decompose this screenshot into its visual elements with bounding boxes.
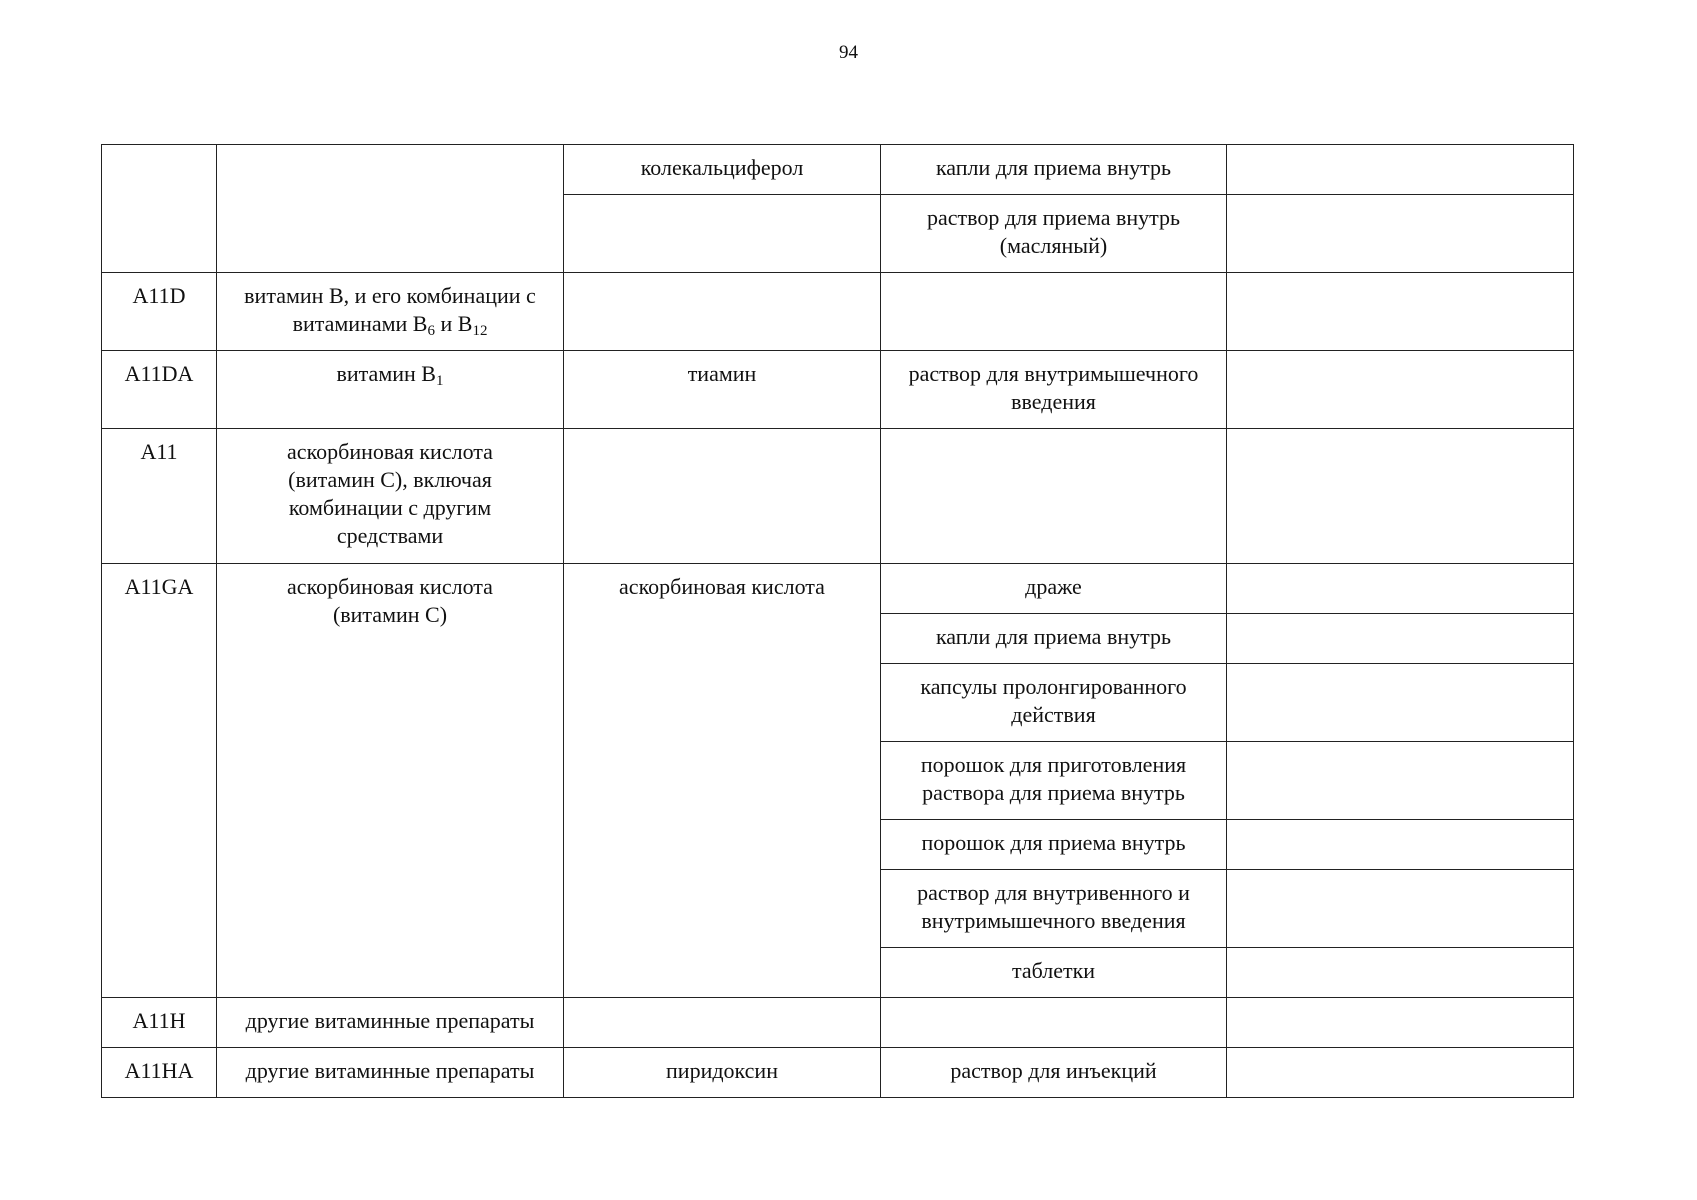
table-row xyxy=(102,273,1574,351)
dosage-form-cell: драже xyxy=(881,564,1227,614)
group-subscript: 6 xyxy=(427,323,435,339)
dosage-form-cell: порошок для приготовления раствора для приема внутрь xyxy=(881,742,1227,820)
notes-cell xyxy=(1227,351,1574,429)
notes-cell xyxy=(1227,948,1574,998)
notes-cell xyxy=(1227,614,1574,664)
atc-code-cell: A11H xyxy=(102,998,217,1048)
group-cell xyxy=(217,351,564,429)
dosage-form-cell: капсулы пролонгированного действия xyxy=(881,664,1227,742)
table-row xyxy=(102,145,1574,195)
dosage-form-cell: таблетки xyxy=(881,948,1227,998)
dosage-form-cell xyxy=(881,998,1227,1048)
group-cell xyxy=(217,273,564,351)
table-row xyxy=(102,1048,1574,1098)
table-row xyxy=(102,998,1574,1048)
group-text: витамин В, и его комбинации с витаминами В xyxy=(244,283,536,336)
notes-cell xyxy=(1227,273,1574,351)
atc-code-cell: A11DA xyxy=(102,351,217,429)
notes-cell xyxy=(1227,195,1574,273)
group-cell xyxy=(217,145,564,273)
notes-cell xyxy=(1227,429,1574,564)
atc-code-cell: A11GA xyxy=(102,564,217,998)
page-number: 94 xyxy=(839,42,858,63)
group-cell: аскорбиновая кислота (витамин С), включая комбинации с другим средствами xyxy=(217,429,564,564)
dosage-form-cell xyxy=(881,273,1227,351)
drug-name-cell: пиридоксин xyxy=(564,1048,881,1098)
notes-cell xyxy=(1227,145,1574,195)
notes-cell xyxy=(1227,664,1574,742)
notes-cell xyxy=(1227,998,1574,1048)
notes-cell xyxy=(1227,820,1574,870)
dosage-form-cell xyxy=(881,429,1227,564)
atc-code-cell: A11 xyxy=(102,429,217,564)
group-text: витамин В xyxy=(336,361,436,386)
group-cell: аскорбиновая кислота (витамин С) xyxy=(217,564,564,998)
table-row xyxy=(102,429,1574,564)
atc-code-cell: A11HA xyxy=(102,1048,217,1098)
notes-cell xyxy=(1227,564,1574,614)
table-row xyxy=(102,564,1574,614)
dosage-form-cell: порошок для приема внутрь xyxy=(881,820,1227,870)
drug-table xyxy=(101,144,1574,1098)
group-text: и В xyxy=(434,311,473,336)
drug-name-cell: колекальциферол xyxy=(564,145,881,195)
group-cell: другие витаминные препараты xyxy=(217,998,564,1048)
table-row xyxy=(102,351,1574,429)
dosage-form-cell: раствор для внутримышечного введения xyxy=(881,351,1227,429)
dosage-form-cell: капли для приема внутрь xyxy=(881,145,1227,195)
atc-code-cell: A11D xyxy=(102,273,217,351)
group-subscript: 12 xyxy=(472,323,488,339)
dosage-form-cell: раствор для приема внутрь (масляный) xyxy=(881,195,1227,273)
notes-cell xyxy=(1227,742,1574,820)
drug-name-cell xyxy=(564,195,881,273)
drug-name-cell: тиамин xyxy=(564,351,881,429)
atc-code-cell xyxy=(102,145,217,273)
group-cell: другие витаминные препараты xyxy=(217,1048,564,1098)
drug-name-cell: аскорбиновая кислота xyxy=(564,564,881,998)
group-subscript: 1 xyxy=(435,373,444,389)
notes-cell xyxy=(1227,1048,1574,1098)
dosage-form-cell: капли для приема внутрь xyxy=(881,614,1227,664)
notes-cell xyxy=(1227,870,1574,948)
drug-name-cell xyxy=(564,429,881,564)
dosage-form-cell: раствор для внутривенного и внутримышечного введения xyxy=(881,870,1227,948)
dosage-form-cell: раствор для инъекций xyxy=(881,1048,1227,1098)
drug-name-cell xyxy=(564,273,881,351)
drug-name-cell xyxy=(564,998,881,1048)
